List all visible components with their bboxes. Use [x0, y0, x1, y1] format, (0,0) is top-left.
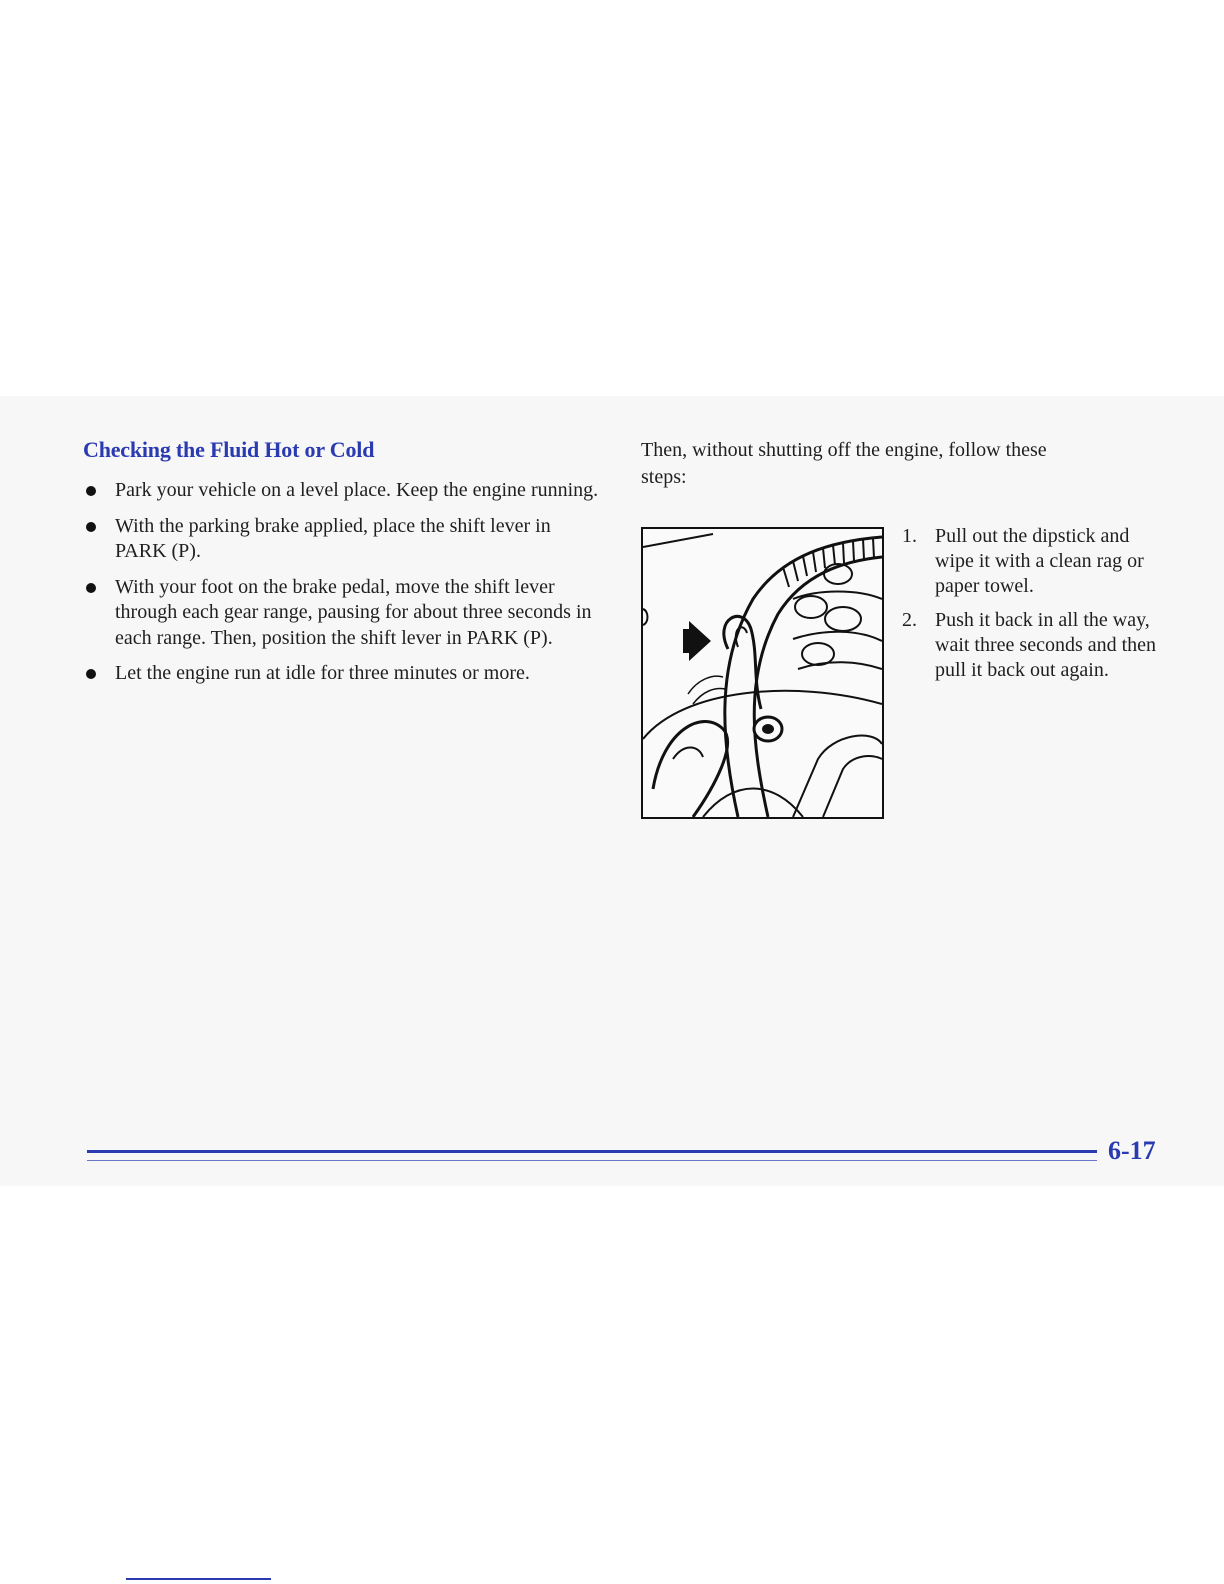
page-number: 6-17 — [1108, 1136, 1156, 1165]
bullet-dot-icon — [86, 669, 96, 679]
footer-rule-thin — [87, 1160, 1097, 1161]
step-item — [900, 524, 1170, 599]
bullet-text: Park your vehicle on a level place. Keep the engine running. — [115, 479, 599, 501]
bottom-link-underline — [126, 1578, 271, 1580]
dipstick-drawing-icon — [643, 529, 882, 817]
bullet-item — [83, 661, 603, 687]
bullet-text: With your foot on the brake pedal, move the shift lever through each gear range, pausing for about three seconds in each range. Then, position the shift lever in PARK (P). — [115, 575, 592, 649]
bullet-list — [83, 478, 603, 697]
step-list — [900, 524, 1170, 692]
step-number: 1. — [902, 525, 917, 547]
bullet-item — [83, 575, 603, 652]
step-text: Pull out the dipstick and wipe it with a clean rag or paper towel. — [935, 525, 1144, 597]
engine-dipstick-illustration — [641, 527, 884, 819]
bullet-text: With the parking brake applied, place the shift lever in PARK (P). — [115, 514, 551, 562]
bullet-item — [83, 478, 603, 504]
footer-rule — [87, 1150, 1097, 1153]
bullet-dot-icon — [86, 583, 96, 593]
section-heading: Checking the Fluid Hot or Cold — [83, 437, 375, 462]
bullet-dot-icon — [86, 522, 96, 532]
procedure-intro: Then, without shutting off the engine, follow these steps: — [641, 439, 1047, 488]
step-number: 2. — [902, 609, 917, 631]
step-text: Push it back in all the way, wait three seconds and then pull it back out again. — [935, 609, 1157, 681]
bullet-dot-icon — [86, 486, 96, 496]
step-item — [900, 608, 1170, 683]
bullet-item — [83, 514, 603, 565]
bullet-text: Let the engine run at idle for three minutes or more. — [115, 662, 530, 684]
